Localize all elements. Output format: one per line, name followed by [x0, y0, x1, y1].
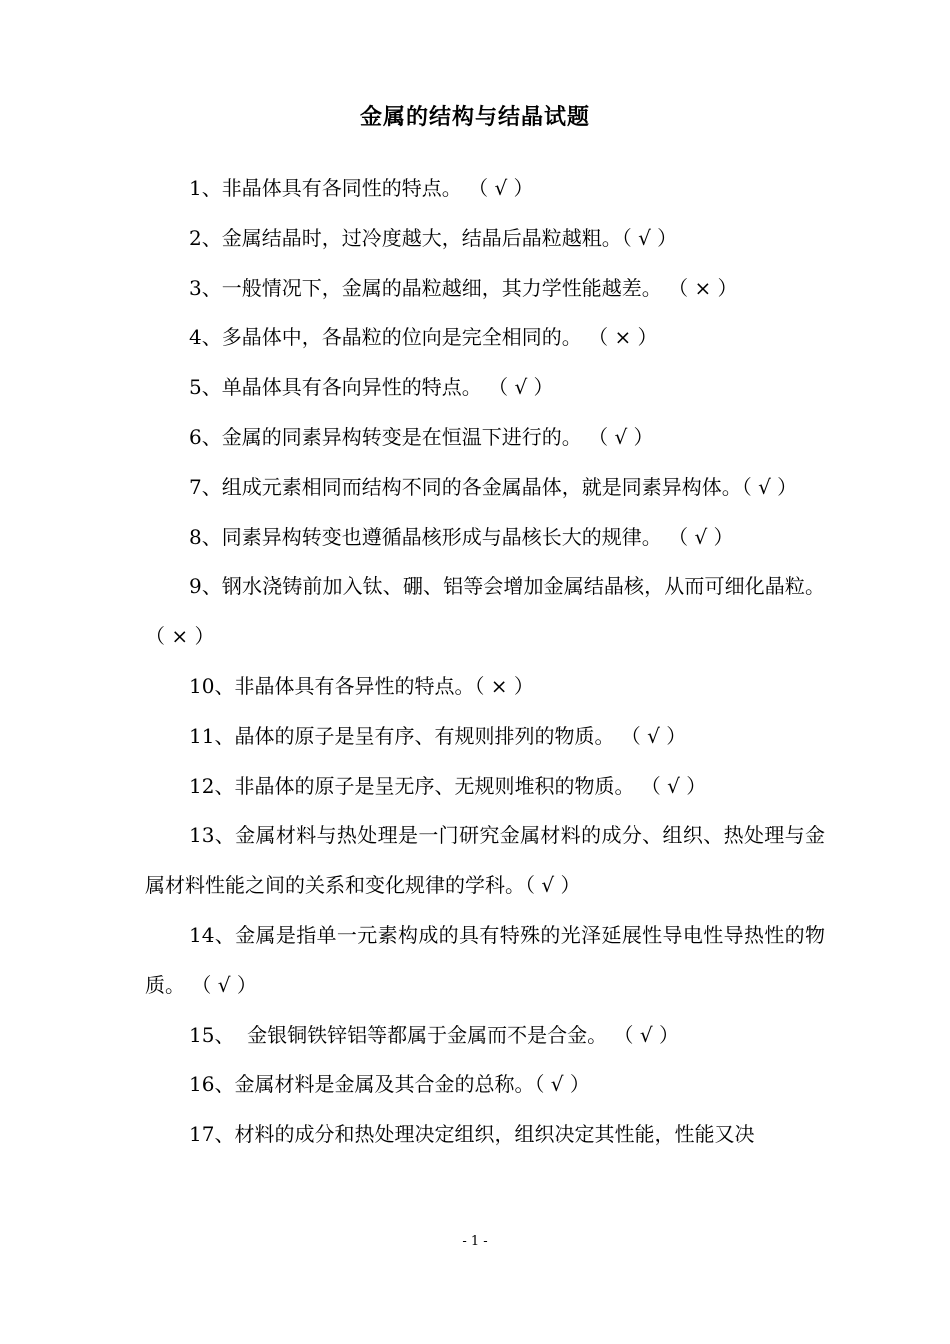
- question-item: 16、金属材料是金属及其合金的总称。（ √ ）: [189, 1072, 590, 1097]
- question-item: 6、金属的同素异构转变是在恒温下进行的。 （ √ ）: [189, 424, 654, 449]
- question-item: 12、非晶体的原子是呈无序、无规则堆积的物质。 （ √ ）: [189, 773, 707, 798]
- question-item: 14、金属是指单一元素构成的具有特殊的光泽延展性导电性导热性的物质。 （ √ ）: [145, 922, 825, 997]
- question-item: 15、 金银铜铁锌铝等都属于金属而不是合金。 （ √ ）: [189, 1022, 679, 1047]
- question-item: 13、金属材料与热处理是一门研究金属材料的成分、组织、热处理与金属材料性能之间的关系和变化规律的学科。（ √ ）: [145, 823, 825, 898]
- question-item: 8、同素异构转变也遵循晶核形成与晶核长大的规律。 （ √ ）: [189, 524, 734, 549]
- question-list: [145, 164, 825, 1160]
- page-title: 金属的结构与结晶试题: [359, 105, 590, 130]
- question-item: 4、多晶体中，各晶粒的位向是完全相同的。 （ × ）: [189, 325, 658, 350]
- question-item: 17、材料的成分和热处理决定组织，组织决定其性能，性能又决: [189, 1122, 755, 1147]
- question-item: 9、钢水浇铸前加入钛、硼、铝等会增加金属结晶核，从而可细化晶粒。（ × ）: [145, 574, 825, 649]
- question-item: 10、非晶体具有各异性的特点。（ × ）: [189, 673, 534, 698]
- question-item: 1、非晶体具有各同性的特点。 （ √ ）: [189, 176, 534, 200]
- question-item: 3、一般情况下，金属的晶粒越细，其力学性能越差。 （ × ）: [189, 275, 738, 300]
- question-item: 5、单晶体具有各向异性的特点。 （ √ ）: [189, 375, 554, 400]
- question-item: 7、组成元素相同而结构不同的各金属晶体，就是同素异构体。（ √ ）: [189, 474, 798, 499]
- question-item: 2、金属结晶时，过冷度越大，结晶后晶粒越粗。（ √ ）: [189, 225, 678, 250]
- page-number: - 1 -: [462, 1234, 488, 1249]
- question-item: 11、晶体的原子是呈有序、有规则排列的物质。 （ √ ）: [189, 723, 687, 748]
